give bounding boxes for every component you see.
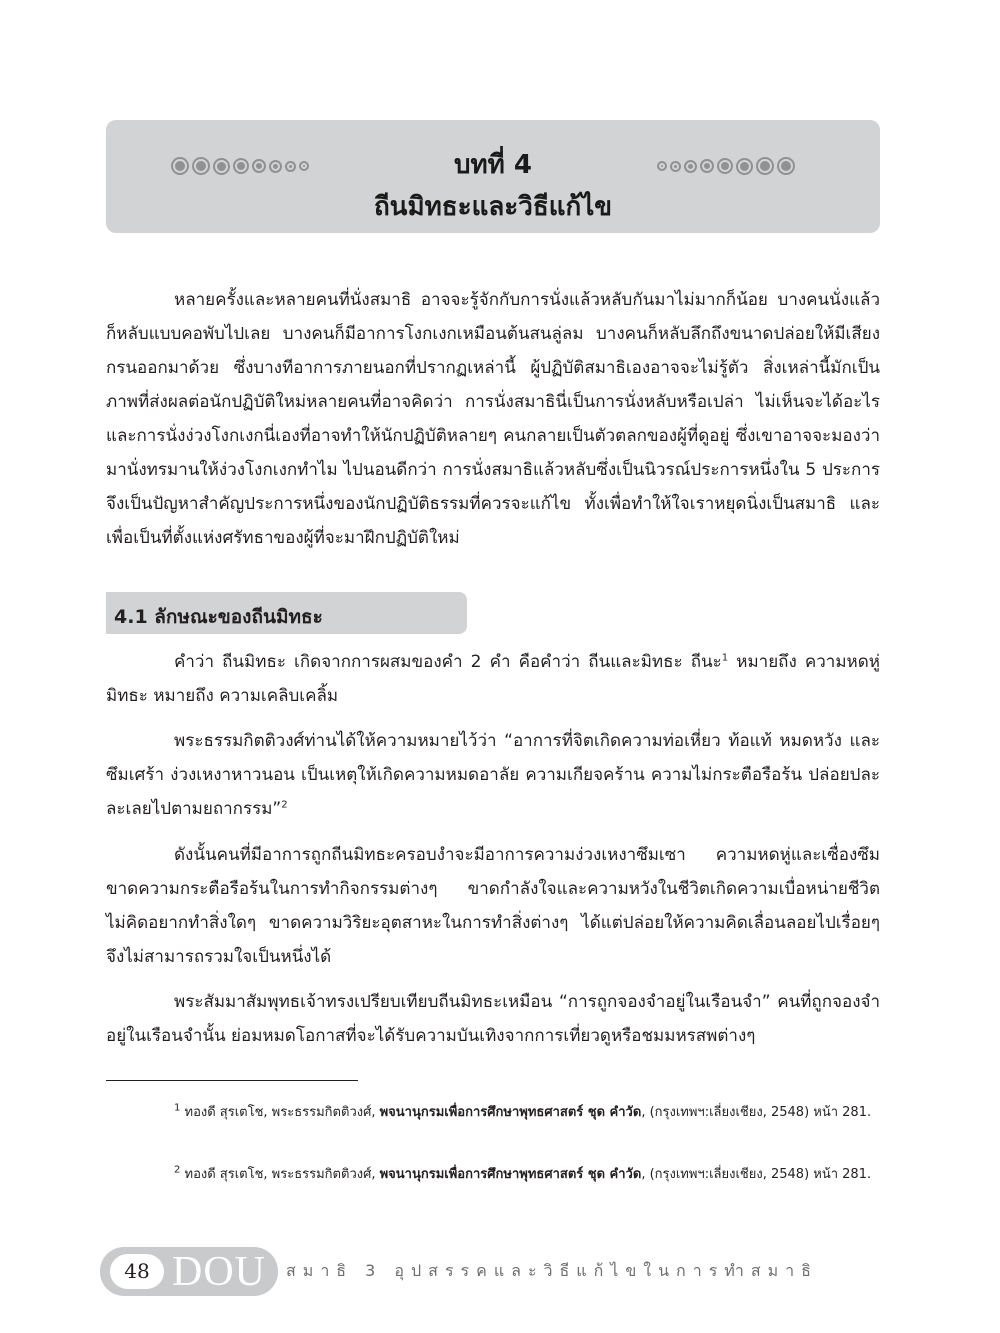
section-header bbox=[106, 592, 467, 634]
footnote-author: ทองดี สุรเตโช, พระธรรมกิตติวงศ์, bbox=[180, 1105, 380, 1120]
simile-paragraph: พระสัมมาสัมพุทธเจ้าทรงเปรียบเทียบถีนมิทธะเหมือน “การถูกจองจำอยู่ในเรือนจำ” คนที่ถูกจองจำอยู่ในเรือนจำนั้น ย่อมหมดโอกาสที่จะได้รับความบันเทิงจากการเที่ยวดูหรือชมมหรสพต่างๆ bbox=[106, 992, 880, 1046]
dou-logo: DOU bbox=[172, 1249, 266, 1295]
section-heading: 4.1 ลักษณะของถีนมิทธะ bbox=[114, 606, 323, 628]
running-title: สมาธิ 3 อุปสรรคและวิธีแก้ไขในการทำสมาธิ bbox=[286, 1261, 818, 1280]
chapter-banner bbox=[106, 120, 880, 233]
symptoms-paragraph: ดังนั้นคนที่มีอาการถูกถีนมิทธะครอบงำจะมีอาการความง่วงเหงาซึมเซา ความหดหู่และเซื่องซึม ขาดความกระตือรือร้นในการทำกิจกรรมต่างๆ ขาดกำลังใจและความหวังในชีวิตเกิดความเบื่อหน่ายชีวิต ไม่คิดอยากทำสิ่งใดๆ ขาดความวิริยะอุตสาหะในการทำสิ่งต่างๆ ได้แต่ปล่อยให้ความคิดเลื่อนลอยไปเรื่อยๆ จึงไม่สามารถรวมใจเป็นหนึ่งได้ bbox=[106, 845, 880, 967]
chapter-title: ถีนมิทธะและวิธีแก้ไข bbox=[373, 192, 613, 222]
footnote-ref-2: 2 bbox=[281, 799, 288, 811]
footnote-publication: , (กรุงเทพฯ:เลี่ยงเชียง, 2548) หน้า 281. bbox=[641, 1105, 872, 1120]
intro-paragraph: หลายครั้งและหลายคนที่นั่งสมาธิ อาจจะรู้จักกับการนั่งแล้วหลับกันมาไม่มากก็น้อย บางคนนั่งแล้วก็หลับแบบคอพับไปเลย บางคนก็มีอาการโงกเงกเหมือนต้นสนลู่ลม บางคนก็หลับลึกถึงขนาดปล่อยให้มีเสียงกรนออกมาด้วย ซึ่งบางทีอาการภายนอกที่ปรากฏเหล่านี้ ผู้ปฏิบัติสมาธิเองอาจจะไม่รู้ตัว สิ่งเหล่านี้มักเป็นภาพที่ส่งผลต่อนักปฏิบัติใหม่หลายคนที่อาจคิดว่า การนั่งสมาธินี่เป็นการนั่งหลับหรือเปล่า ไม่เห็นจะได้อะไร และการนั่งง่วงโงกเงกนี่เองที่อาจทำให้นักปฏิบัติหลายๆ คนกลายเป็นตัวตลกของผู้ที่ดูอยู่ ซึ่งเขาอาจจะมองว่ามานั่งทรมานให้ง่วงโงกเงกทำไม ไปนอนดีกว่า การนั่งสมาธิแล้วหลับซึ่งเป็นนิวรณ์ประการหนึ่งใน 5 ประการ จึงเป็นปัญหาสำคัญประการหนึ่งของนักปฏิบัติธรรมที่ควรจะแก้ไข ทั้งเพื่อทำให้ใจเราหยุดนิ่งเป็นสมาธิ และเพื่อเป็นที่ตั้งแห่งศรัทธาของผู้ที่จะมาฝึกปฏิบัติใหม่ bbox=[106, 290, 880, 548]
footnote-1 bbox=[106, 1098, 880, 1127]
page-number: 48 bbox=[110, 1254, 164, 1289]
footnote-book-title: พจนานุกรมเพื่อการศึกษาพุทธศาสตร์ ชุด คำวัด bbox=[379, 1167, 642, 1182]
decorative-dots-right bbox=[659, 159, 800, 173]
definition-text-cont: หมายถึง ความหดหู่ มิทธะ หมายถึง ความเคลิบเคลิ้ม bbox=[106, 652, 880, 706]
footnote-number: 1 bbox=[174, 1102, 181, 1114]
definition-text: คำว่า ถีนมิทธะ เกิดจากการผสมของคำ 2 คำ คือคำว่า ถีนและมิทธะ ถีนะ bbox=[174, 652, 722, 672]
footnote-ref-1: 1 bbox=[721, 652, 729, 664]
footnote-author: ทองดี สุรเตโช, พระธรรมกิตติวงศ์, bbox=[180, 1167, 380, 1182]
footnote-book-title: พจนานุกรมเพื่อการศึกษาพุทธศาสตร์ ชุด คำวัด bbox=[379, 1105, 642, 1120]
footnote-2 bbox=[106, 1160, 880, 1189]
quote-text: พระธรรมกิตติวงศ์ท่านได้ให้ความหมายไว้ว่า “อาการที่จิตเกิดความท่อเหี่ยว ท้อแท้ หมดหวัง และซึมเศร้า ง่วงเหงาหาวนอน เป็นเหตุให้เกิดความหมดอาลัย ความเกียจคร้าน ความไม่กระตือรือร้น ปล่อยปละละเลยไปตามยถากรรม” bbox=[106, 731, 880, 819]
definition-paragraph bbox=[106, 645, 880, 713]
quote-paragraph bbox=[106, 724, 880, 826]
page-badge bbox=[100, 1247, 278, 1296]
chapter-number: บทที่ 4 bbox=[454, 150, 532, 180]
footnote-publication: , (กรุงเทพฯ:เลี่ยงเชียง, 2548) หน้า 281. bbox=[641, 1167, 872, 1182]
footnote-divider bbox=[106, 1080, 358, 1081]
footnote-number: 2 bbox=[174, 1164, 181, 1176]
